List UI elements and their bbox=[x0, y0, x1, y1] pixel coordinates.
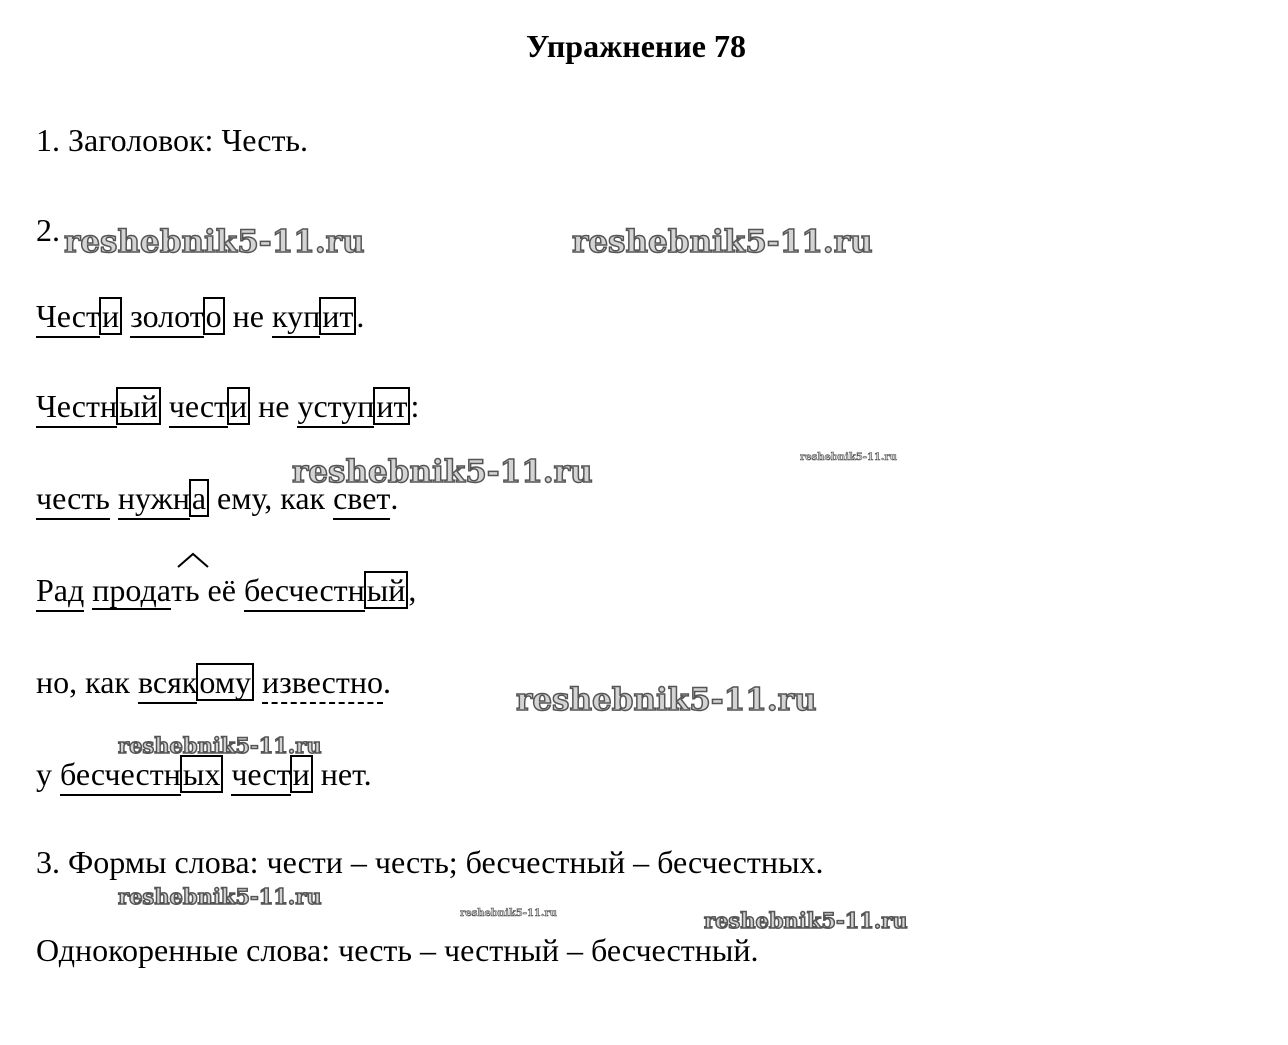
word-ending: а bbox=[189, 479, 209, 517]
watermark: reshebnik5-11.ru bbox=[516, 682, 817, 718]
word-ending: и bbox=[290, 755, 313, 793]
word: не bbox=[250, 388, 298, 424]
watermark: reshebnik5-11.ru bbox=[118, 884, 322, 909]
word-ending: о bbox=[203, 297, 225, 335]
word-ending: ому bbox=[196, 663, 254, 701]
part-3-roots: Однокоренные слова: честь – честный – бесчестный. bbox=[36, 932, 759, 968]
word-stem: золот bbox=[130, 296, 204, 338]
sentence-1 bbox=[36, 296, 364, 338]
word-stem: нужн bbox=[118, 478, 190, 520]
word-ending: ый bbox=[116, 387, 161, 425]
word-stem: куп bbox=[272, 296, 320, 338]
punctuation: . bbox=[390, 480, 399, 516]
word-suffix: ть bbox=[170, 572, 200, 608]
part-2-number: 2. bbox=[36, 212, 60, 248]
word-stem: чест bbox=[169, 386, 228, 428]
word-stem: всяк bbox=[138, 662, 197, 704]
sentence-2 bbox=[36, 386, 419, 428]
punctuation: , bbox=[408, 572, 417, 608]
word-stem: бесчестн bbox=[244, 570, 365, 612]
watermark: reshebnik5-11.ru bbox=[572, 224, 873, 260]
word-stem: Чест bbox=[36, 296, 100, 338]
word-stem: прода bbox=[92, 572, 171, 608]
word: нет. bbox=[312, 756, 372, 792]
watermark: reshebnik5-11.ru bbox=[800, 452, 897, 463]
word-with-suffix bbox=[92, 570, 199, 610]
sentence-6 bbox=[36, 754, 372, 796]
watermark: reshebnik5-11.ru bbox=[292, 454, 593, 490]
word-ending: ит bbox=[319, 297, 356, 335]
word-stem: Честн bbox=[36, 386, 117, 428]
word: у bbox=[36, 756, 60, 792]
word-stem: уступ bbox=[297, 386, 374, 428]
word: не bbox=[224, 298, 272, 334]
suffix-mark-icon bbox=[176, 552, 210, 568]
word-stem: свет bbox=[333, 478, 390, 520]
word-ending: и bbox=[227, 387, 250, 425]
word-stem: известно bbox=[262, 662, 383, 704]
heading-line: 1. Заголовок: Честь. bbox=[36, 122, 309, 158]
word-ending: ит bbox=[373, 387, 410, 425]
watermark: reshebnik5-11.ru bbox=[460, 908, 557, 919]
word-ending: ый bbox=[364, 571, 409, 609]
word-ending: и bbox=[99, 297, 122, 335]
watermark: reshebnik5-11.ru bbox=[118, 733, 322, 758]
exercise-title: Упражнение 78 bbox=[525, 28, 746, 64]
part-3-forms: 3. Формы слова: чести – честь; бесчестный – бесчестных. bbox=[36, 844, 824, 880]
word: но, как bbox=[36, 664, 138, 700]
watermark: reshebnik5-11.ru bbox=[64, 224, 365, 260]
word-ending: ых bbox=[180, 755, 224, 793]
punctuation: . bbox=[382, 664, 391, 700]
word: её bbox=[199, 572, 244, 608]
word-stem: честь bbox=[36, 478, 110, 520]
punctuation: : bbox=[410, 388, 420, 424]
watermark: reshebnik5-11.ru bbox=[704, 908, 908, 933]
word-stem: бесчестн bbox=[60, 754, 181, 796]
punctuation: . bbox=[356, 298, 365, 334]
word-stem: чест bbox=[231, 754, 290, 796]
sentence-5 bbox=[36, 662, 391, 704]
word-stem: Рад bbox=[36, 570, 84, 612]
word: ему, как bbox=[209, 480, 334, 516]
sentence-4 bbox=[36, 570, 416, 612]
